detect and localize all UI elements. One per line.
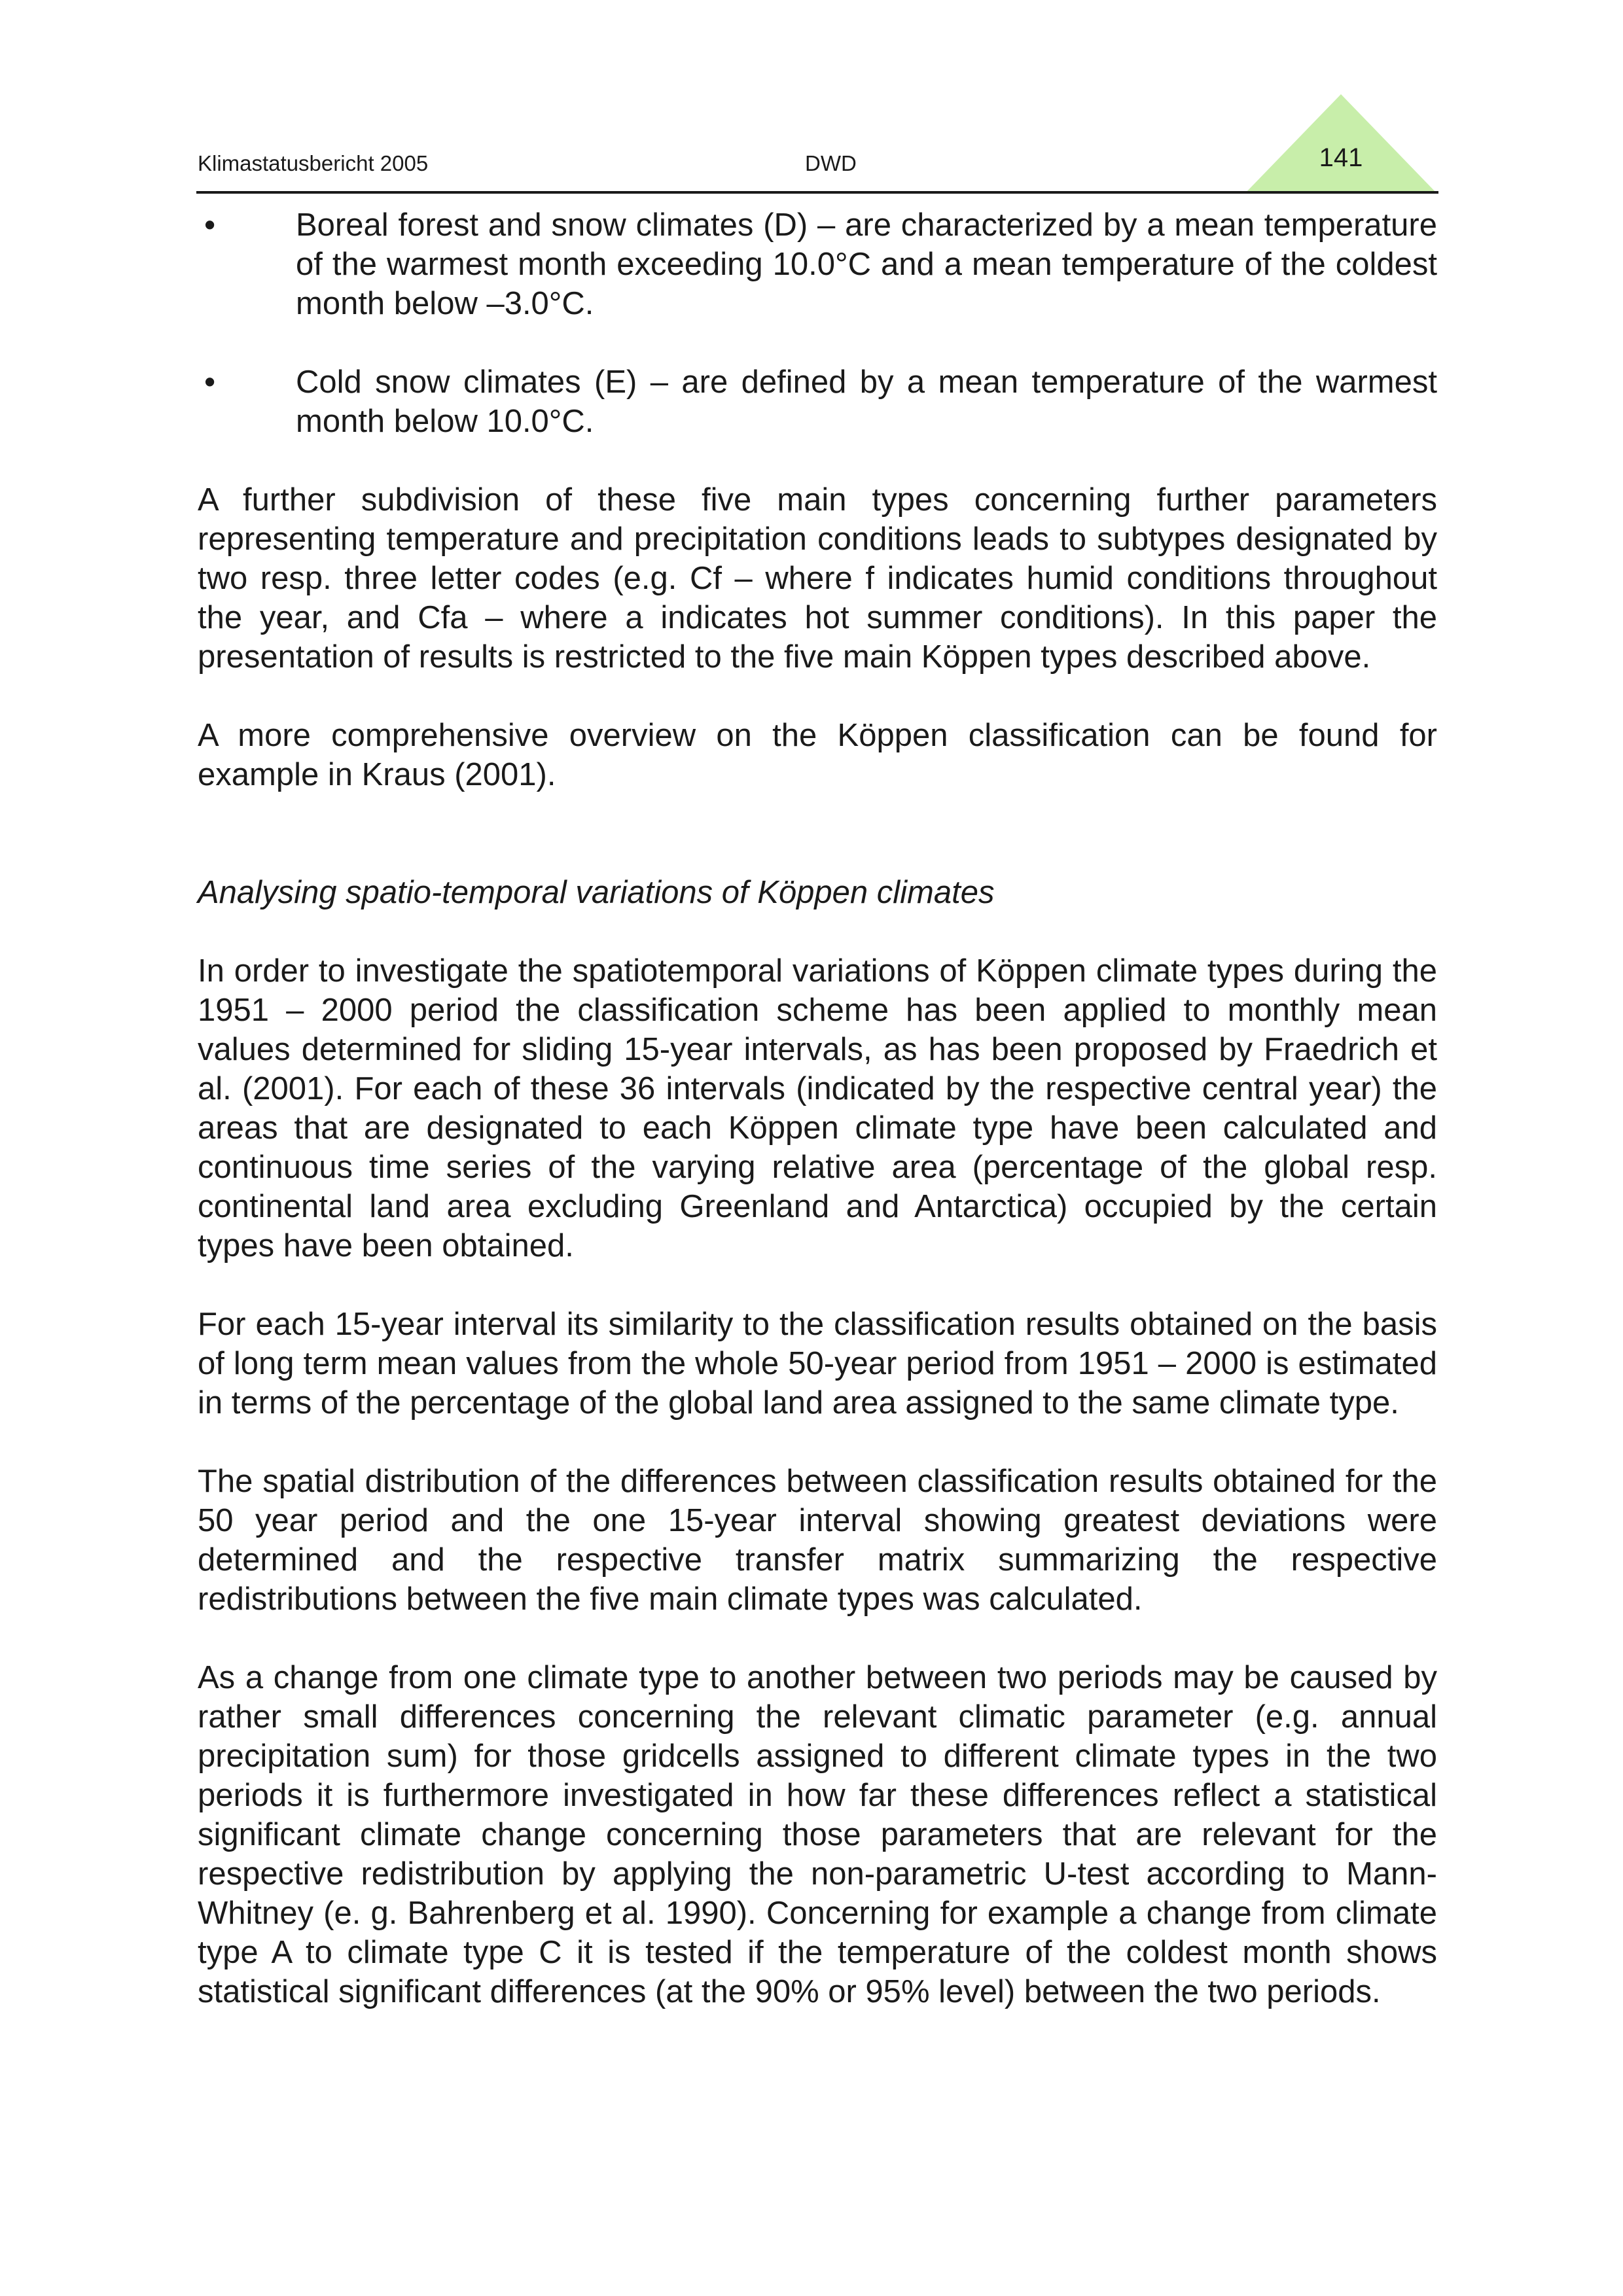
page-number-badge [1243,92,1438,194]
page-header [196,92,1438,196]
document-body [198,205,1437,2051]
header-divider [196,191,1438,194]
section-heading: Analysing spatio-temporal variations of Köppen climates [198,875,995,910]
paragraph-method: In order to investigate the spatiotemporal variations of Köppen climate types during the 1951 – 2000 period the classification scheme has been applied to monthly mean values determined for sliding 15-year intervals, as has been proposed by Fraedrich et al. (2001). For each of these 36 intervals (indicated by the respective central year) the areas that are designated to each Köppen climate type have been calculated and continuous time series of the varying relative area (percentage of the global resp. continental land area excluding Greenland and Antarctica) occupied by the certain types have been obtained. [198,953,1437,1263]
report-title: Klimastatusbericht 2005 [198,151,429,175]
paragraph-u-test: As a change from one climate type to another between two periods may be caused by rather small differences concerning the relevant climatic parameter (e.g. annual precipitation sum) for those gridcells assigned to different climate types in the two periods it is furthermore investigated in how far these differences reflect a statistical significant climate change concerning those parameters that are relevant for the respective redistribution by applying the non-parametric U-test according to Mann-Whitney (e. g. Bahrenberg et al. 1990). Concerning for example a change from climate type A to climate type C it is tested if the temperature of the coldest month shows statistical significant differences (at the 90% or 95% level) between the two periods. [198,1660,1437,2009]
bullet-text: Boreal forest and snow climates (D) – are characterized by a mean temperature of the warmest month exceeding 10.0°C and a mean temperature of the coldest month below –3.0°C. [296,207,1437,321]
bullet-item-cold-snow [198,362,1437,441]
paragraph-overview: A more comprehensive overview on the Köppen classification can be found for example in Kraus (2001). [198,718,1437,792]
paragraph-similarity: For each 15-year interval its similarity to the classification results obtained on the basis of long term mean values from the whole 50-year period from 1951 – 2000 is estimated in terms of the percentage of the global land area assigned to the same climate type. [198,1307,1437,1421]
bullet-text: Cold snow climates (E) – are defined by a mean temperature of the warmest month below 10.0°C. [296,364,1437,439]
paragraph-subdivision: A further subdivision of these five main types concerning further parameters representing temperature and precipitation conditions leads to subtypes designated by two resp. three letter codes (e.g. Cf – where f indicates humid conditions throughout the year, and Cfa – where a indicates hot summer conditions). In this paper the presentation of results is restricted to the five main Köppen types described above. [198,482,1437,675]
page-number: 141 [1319,143,1363,172]
bullet-icon: • [204,207,216,243]
publisher-label: DWD [805,151,857,175]
paragraph-spatial-distribution: The spatial distribution of the differences between classification results obtained for the 50 year period and the one 15-year interval showing greatest deviations were determined and the respective transfer matrix summarizing the respective redistributions between the five main climate types was calculated. [198,1464,1437,1617]
bullet-item-boreal [198,205,1437,323]
bullet-icon: • [204,364,216,400]
